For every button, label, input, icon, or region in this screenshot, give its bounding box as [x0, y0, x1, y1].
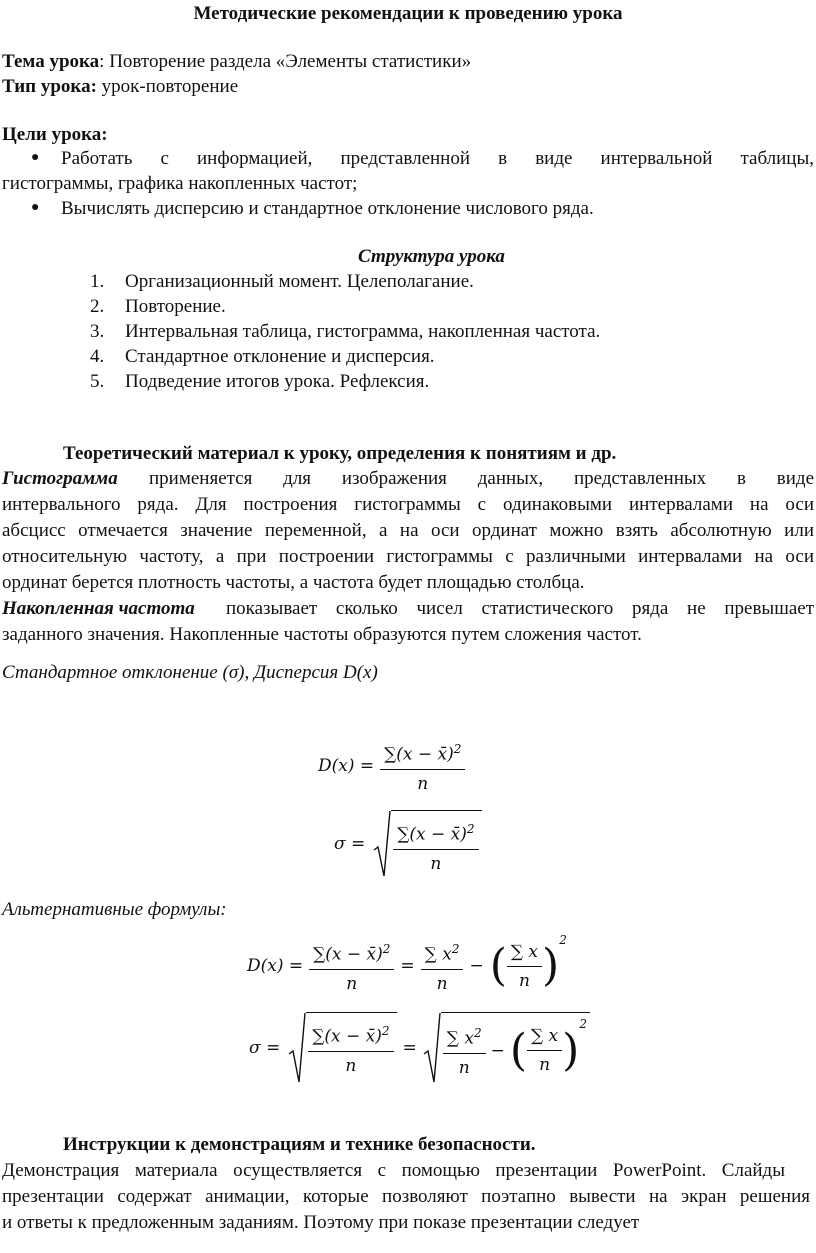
alt-std-deviation-formula: σ = $\frac{\sum(x - x̄)^2}{n}$ = $\frac{\sum x^2}{n}$ − ( $\frac{\sum x}{n}$ ) $^2$ — [249, 1012, 590, 1084]
histogram-line-5: ординат берется плотность частоты, а частота будет площадью столбца. — [2, 572, 585, 593]
goals-heading: Цели урока: — [2, 124, 108, 145]
structure-heading: Структура урока — [358, 246, 505, 267]
lesson-type: Тип урока: урок-повторение — [2, 76, 239, 97]
bullet-icon: ● — [31, 200, 40, 215]
alt-formulas-heading: Альтернативные формулы: — [2, 899, 227, 920]
cumulative-line-1: показывает сколько чисел статистического ряда не превышает — [226, 598, 814, 619]
sqrt-icon: $\frac{\sum(x - x̄)^2}{n}$ — [288, 1012, 396, 1084]
cumulative-line-2: заданного значения. Накопленные частоты образуются путем сложения частот. — [2, 624, 642, 645]
structure-item: 5. Подведение итогов урока. Рефлексия. — [90, 371, 430, 392]
histogram-line-1: применяется для изображения данных, представленных в виде — [149, 468, 814, 489]
histogram-definition: Гистограмма — [2, 468, 118, 489]
structure-item: 4. Стандартное отклонение и дисперсия. — [90, 346, 435, 367]
instructions-heading: Инструкции к демонстрациям и технике безопасности. — [63, 1134, 536, 1155]
structure-item: 1. Организационный момент. Целеполагание. — [90, 271, 474, 292]
histogram-line-4: относительную частоту, а при построении гистограммы с различными интервалами на оси — [2, 546, 814, 567]
goal-item-2: Вычислять дисперсию и стандартное отклонение числового ряда. — [61, 198, 594, 219]
sqrt-icon: $\frac{\sum(x - x̄)^2}{n}$ — [373, 810, 481, 878]
bullet-icon: ● — [31, 150, 40, 165]
std-deviation-formula — [334, 810, 482, 878]
structure-item: 3. Интервальная таблица, гистограмма, накопленная частота. — [90, 321, 601, 342]
goal-item-1: Работать с информацией, представленной в виде интервальной таблицы, — [61, 148, 814, 169]
std-dispersion-label: Стандартное отклонение (σ), Дисперсия D(x) — [2, 662, 378, 683]
theory-heading: Теоретический материал к уроку, определения к понятиям и др. — [63, 443, 617, 464]
histogram-line-2: интервального ряда. Для построения гистограммы с одинаковыми интервалами на оси — [2, 494, 814, 515]
instructions-line-1: Демонстрация материала осуществляется с помощью презентации PowerPoint. Слайды — [2, 1160, 785, 1181]
formula-lhs: D(x) = — [318, 756, 375, 777]
formula-lhs: D(x) = — [247, 956, 304, 977]
fraction: $\frac{\sum(x - x̄)^2}{n}$ — [380, 735, 465, 798]
alt-dispersion-formula: D(x) = $\frac{\sum(x - x̄)^2}{n}$ = $\frac{\sum x^2}{n}$ − ( $\frac{\sum x}{n}$ ) $^2$ — [247, 933, 567, 994]
cumulative-term: Накопленная частота — [2, 598, 195, 619]
formula-lhs: σ = — [334, 834, 366, 854]
dispersion-formula — [318, 735, 465, 798]
structure-item: 2. Повторение. — [90, 296, 226, 317]
instructions-line-2: презентации содержат анимации, которые позволяют поэтапно вывести на экран решения — [2, 1186, 810, 1207]
instructions-line-3: и ответы к предложенным заданиям. Поэтому при показе презентации следует — [2, 1212, 640, 1233]
histogram-line-3: абсцисс отмечается значение переменной, а на оси ординат можно взять абсолютную или — [2, 520, 814, 541]
goal-item-1-cont: гистограммы, графика накопленных частот; — [2, 173, 358, 194]
lesson-topic: Тема урока: Повторение раздела «Элементы статистики» — [2, 51, 472, 72]
formula-lhs: σ = — [249, 1038, 281, 1058]
sqrt-icon: $\frac{\sum x^2}{n}$ − ( $\frac{\sum x}{n}$ ) $^2$ — [423, 1012, 590, 1084]
page-title: Методические рекомендации к проведению урока — [193, 3, 623, 24]
